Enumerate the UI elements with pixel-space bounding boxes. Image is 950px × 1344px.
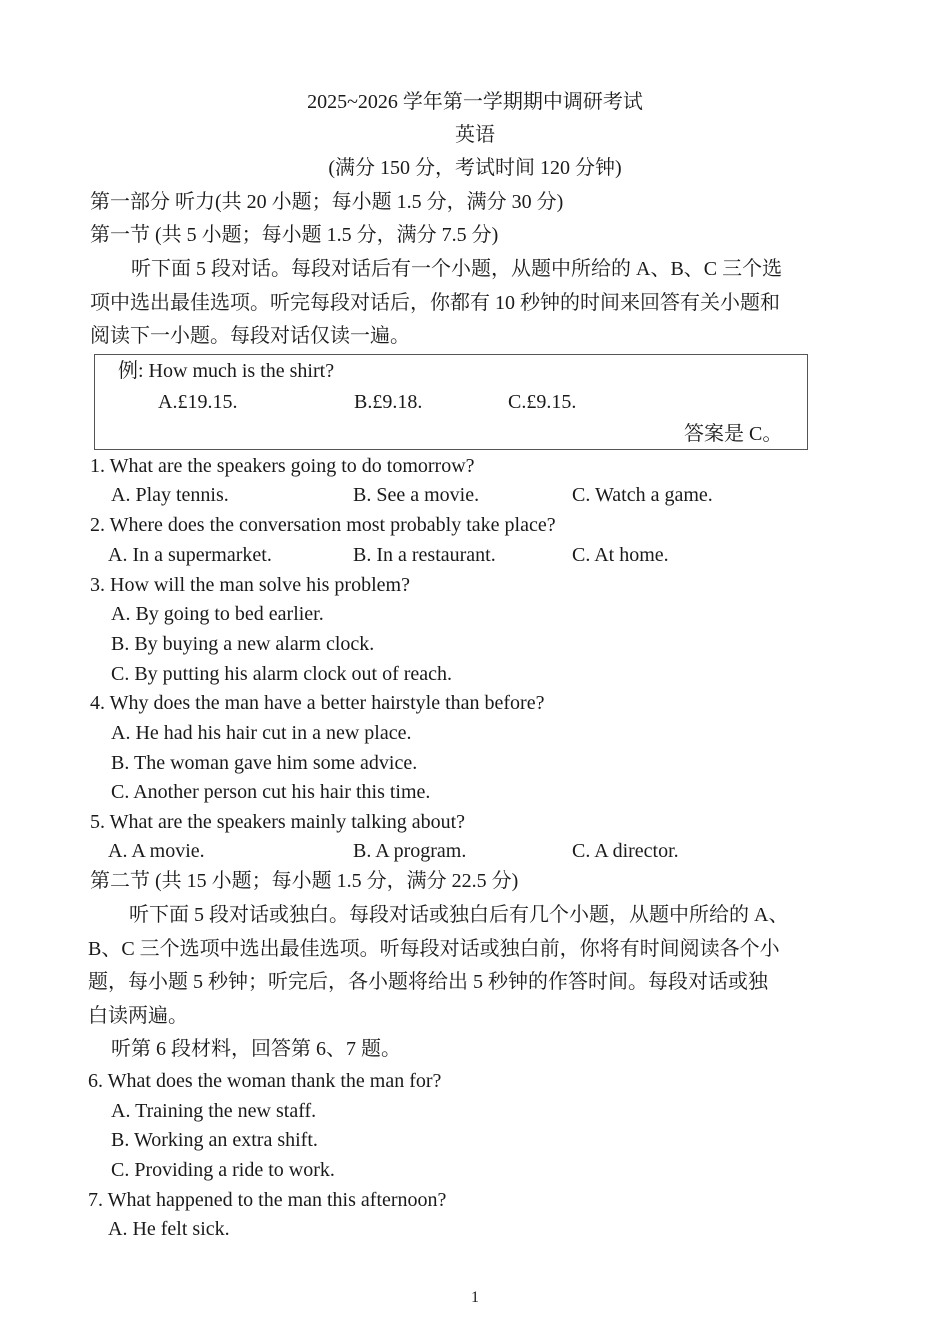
exam-info: (满分 150 分，考试时间 120 分钟)	[328, 157, 622, 179]
section2-instructions-line4: 白读两遍。	[88, 1005, 188, 1027]
q3-stem: 3. How will the man solve his problem?	[90, 574, 410, 596]
q3-option-b: B. By buying a new alarm clock.	[111, 633, 375, 655]
example-answer: 答案是 C。	[684, 423, 783, 445]
section1-instructions-line3: 阅读下一小题。每段对话仅读一遍。	[90, 325, 410, 347]
q6-option-a: A. Training the new staff.	[111, 1100, 317, 1122]
section1-heading: 第一节 (共 5 小题；每小题 1.5 分，满分 7.5 分)	[90, 224, 499, 246]
section2-instructions-line2: B、C 三个选项中选出最佳选项。听每段对话或独白前，你将有时间阅读各个小	[88, 938, 780, 960]
section2-instructions-line1: 听下面 5 段对话或独白。每段对话或独白后有几个小题，从题中所给的 A、	[129, 904, 789, 926]
q5-option-b: B. A program.	[353, 840, 467, 862]
q1-option-c: C. Watch a game.	[572, 484, 713, 506]
q2-option-c: C. At home.	[572, 544, 669, 566]
q4-stem: 4. Why does the man have a better hairstyle than before?	[90, 692, 545, 714]
part1-heading: 第一部分 听力(共 20 小题；每小题 1.5 分，满分 30 分)	[90, 191, 564, 213]
example-option-a: A.£19.15.	[158, 391, 238, 413]
example-option-c: C.£9.15.	[508, 391, 577, 413]
example-option-b: B.£9.18.	[354, 391, 423, 413]
q6-option-b: B. Working an extra shift.	[111, 1129, 318, 1151]
q3-option-a: A. By going to bed earlier.	[111, 603, 324, 625]
material6-instruction: 听第 6 段材料，回答第 6、7 题。	[111, 1038, 401, 1060]
page-number: 1	[471, 1289, 479, 1306]
q2-option-a: A. In a supermarket.	[108, 544, 272, 566]
q6-option-c: C. Providing a ride to work.	[111, 1159, 335, 1181]
q4-option-c: C. Another person cut his hair this time.	[111, 781, 431, 803]
q7-option-a: A. He felt sick.	[108, 1218, 230, 1240]
page-title: 2025~2026 学年第一学期期中调研考试	[307, 91, 643, 113]
q3-option-c: C. By putting his alarm clock out of reach.	[111, 663, 453, 685]
subject-title: 英语	[455, 124, 495, 146]
q2-stem: 2. Where does the conversation most probably take place?	[90, 514, 556, 536]
q5-stem: 5. What are the speakers mainly talking about?	[90, 811, 466, 833]
q4-option-a: A. He had his hair cut in a new place.	[111, 722, 412, 744]
q6-stem: 6. What does the woman thank the man for?	[88, 1070, 442, 1092]
q1-stem: 1. What are the speakers going to do tomorrow?	[90, 455, 475, 477]
q7-stem: 7. What happened to the man this afternoon?	[88, 1189, 447, 1211]
q1-option-b: B. See a movie.	[353, 484, 480, 506]
q1-option-a: A. Play tennis.	[111, 484, 229, 506]
section1-instructions-line1: 听下面 5 段对话。每段对话后有一个小题，从题中所给的 A、B、C 三个选	[131, 258, 783, 280]
q2-option-b: B. In a restaurant.	[353, 544, 496, 566]
q4-option-b: B. The woman gave him some advice.	[111, 752, 418, 774]
section2-instructions-line3: 题，每小题 5 秒钟；听完后，各小题将给出 5 秒钟的作答时间。每段对话或独	[88, 971, 768, 993]
q5-option-a: A. A movie.	[108, 840, 205, 862]
section2-heading: 第二节 (共 15 小题；每小题 1.5 分，满分 22.5 分)	[90, 870, 519, 892]
q5-option-c: C. A director.	[572, 840, 679, 862]
example-question: 例: How much is the shirt?	[118, 360, 335, 382]
section1-instructions-line2: 项中选出最佳选项。听完每段对话后，你都有 10 秒钟的时间来回答有关小题和	[90, 292, 780, 314]
